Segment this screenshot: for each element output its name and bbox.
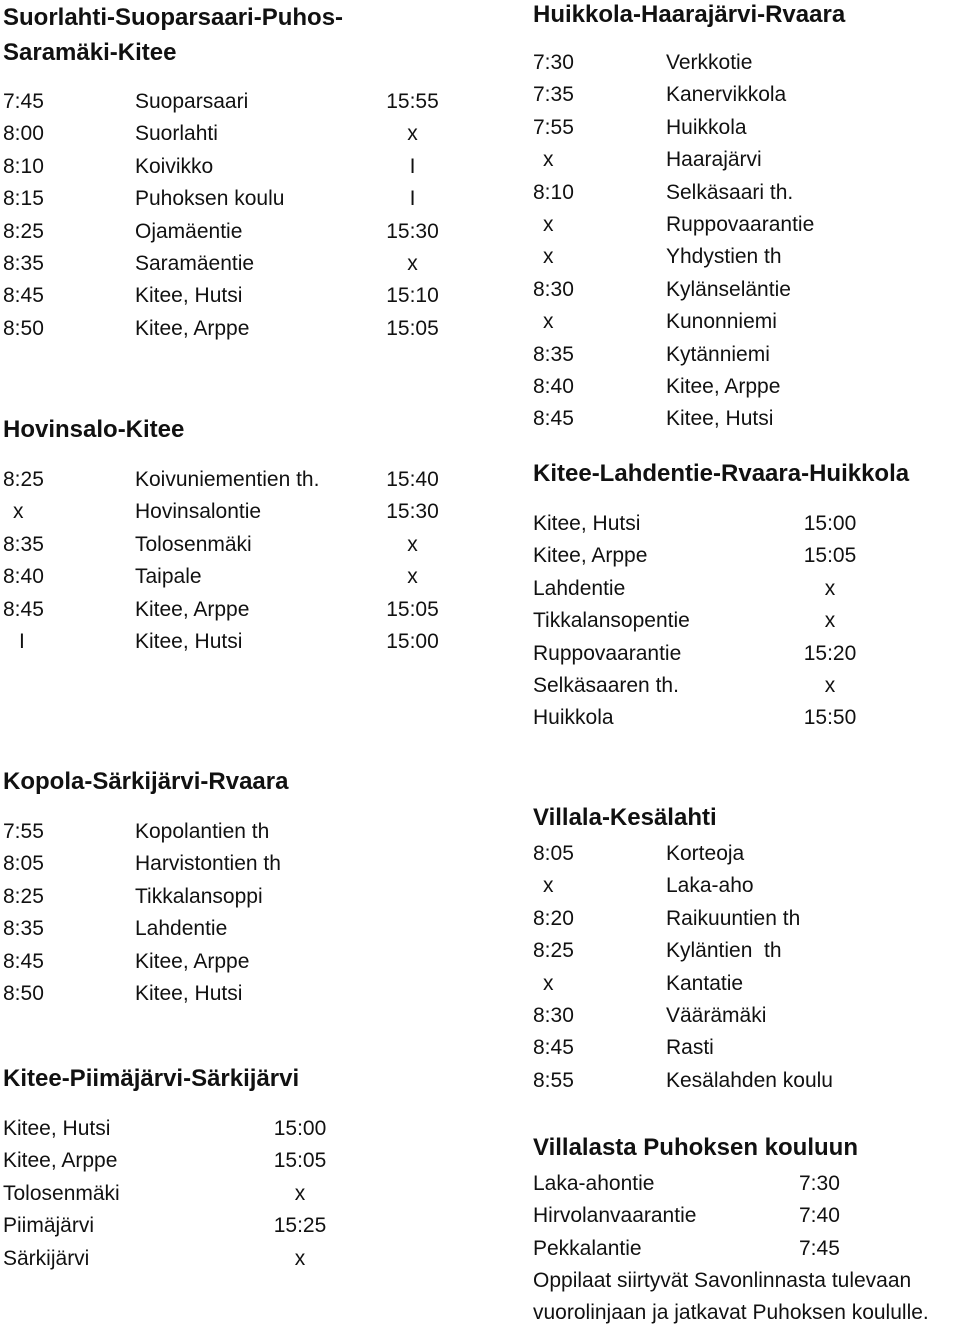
section-title: Kitee-Piimäjärvi-Särkijärvi — [3, 1065, 300, 1092]
table-row — [3, 1145, 335, 1177]
departure-time: 7:45 — [3, 90, 44, 113]
departure-time: 8:45 — [3, 949, 44, 973]
departure-time: x — [543, 971, 554, 995]
return-time: 15:00 — [803, 512, 857, 535]
stop-name: Tikkalansopentie — [533, 609, 690, 633]
section-hovinsalo — [3, 412, 460, 658]
section-title: Kopola-Särkijärvi-Rvaara — [3, 768, 289, 795]
stop-name: Kitee, Arppe — [666, 374, 781, 398]
stop-name: Kitee, Arppe — [135, 316, 250, 340]
stop-name: Suorlahti — [135, 122, 218, 146]
departure-time: 8:45 — [3, 597, 44, 621]
departure-time: 8:55 — [533, 1068, 574, 1092]
table-row — [533, 209, 926, 241]
return-time: 15:20 — [803, 641, 857, 665]
table-row — [533, 177, 926, 209]
stop-name: Saramäentie — [135, 251, 255, 275]
departure-time: x — [543, 148, 554, 172]
departure-time: 8:45 — [3, 284, 44, 308]
stop-name: Lahdentie — [533, 576, 626, 600]
table-row — [3, 86, 460, 118]
stop-name: Väärämäki — [666, 1003, 767, 1027]
section-kopola — [3, 764, 395, 1010]
stop-name: Kitee, Arppe — [135, 597, 250, 621]
stop-name: Särkijärvi — [3, 1246, 90, 1270]
table-row — [533, 306, 926, 338]
stop-name: Suoparsaari — [135, 90, 249, 113]
section-title: Kitee-Lahdentie-Rvaara-Huikkola — [533, 460, 910, 487]
table-row — [533, 573, 909, 605]
timetable-rows — [533, 47, 926, 436]
table-row — [3, 313, 460, 345]
table-row — [533, 838, 926, 870]
table-row — [3, 1178, 335, 1210]
departure-time: 8:30 — [533, 277, 574, 301]
stop-name: Tikkalansoppi — [135, 884, 263, 908]
table-row — [533, 1200, 929, 1232]
table-row — [533, 670, 909, 702]
section-piimajarvi — [3, 1061, 335, 1275]
section-title: Villalasta Puhoksen kouluun — [533, 1134, 858, 1161]
return-time: x — [407, 565, 418, 589]
departure-time: 8:10 — [3, 154, 44, 178]
stop-name: Hovinsalontie — [135, 500, 262, 524]
departure-time: 8:25 — [3, 219, 44, 243]
table-row — [3, 118, 460, 150]
table-row — [533, 144, 926, 176]
stop-name: Kylänseläntie — [666, 277, 791, 301]
stop-name: Haarajärvi — [666, 148, 762, 172]
stop-name: Selkäsaari th. — [666, 180, 794, 204]
table-row — [533, 508, 909, 540]
return-time: 15:10 — [386, 284, 439, 308]
stop-name: Pekkalantie — [533, 1236, 642, 1260]
stop-name: Ruppovaarantie — [533, 641, 682, 665]
table-row — [3, 183, 460, 215]
table-row — [533, 274, 926, 306]
stop-name: Kyläntien th — [666, 939, 782, 963]
stop-name: Kopolantien th — [135, 820, 270, 843]
table-row — [3, 496, 460, 528]
timetable-rows — [3, 86, 460, 345]
departure-time: 8:25 — [3, 884, 44, 908]
stop-name: Laka-aho — [666, 874, 754, 898]
departure-time: 8:35 — [533, 342, 574, 366]
return-time: x — [294, 1181, 306, 1205]
table-row — [3, 529, 460, 561]
section-villala — [533, 800, 926, 1097]
departure-time: 8:15 — [3, 187, 44, 211]
stop-name: Kanervikkola — [666, 83, 787, 107]
departure-time: 8:05 — [533, 842, 574, 865]
stop-name: Ruppovaarantie — [666, 212, 815, 236]
section-title: Huikkola-Haarajärvi-Rvaara — [533, 1, 846, 28]
table-row — [3, 1113, 335, 1145]
departure-time: x — [13, 500, 24, 524]
table-row — [3, 978, 395, 1010]
departure-time: 8:25 — [533, 939, 574, 963]
transfer-note: Oppilaat siirtyvät Savonlinnasta tulevaan — [533, 1269, 912, 1293]
departure-time: 7:55 — [533, 115, 574, 139]
section-title: Suorlahti-Suoparsaari-Puhos- — [3, 4, 344, 31]
departure-time: 8:35 — [3, 251, 44, 275]
departure-time: 8:35 — [3, 532, 44, 556]
return-time: x — [824, 576, 836, 600]
table-row — [3, 561, 460, 593]
table-row — [533, 870, 926, 902]
return-time: x — [407, 532, 418, 556]
departure-time: 8:40 — [3, 565, 44, 589]
departure-time: x — [543, 874, 554, 898]
departure-time: 8:10 — [533, 180, 574, 204]
table-row — [3, 626, 460, 658]
departure-time: x — [543, 310, 554, 334]
return-time: I — [409, 187, 416, 211]
section-huikkola — [533, 0, 926, 436]
departure-time: 7:45 — [799, 1236, 840, 1260]
table-row — [533, 1065, 926, 1097]
departure-time: I — [19, 629, 25, 653]
stop-name: Tolosenmäki — [135, 532, 252, 556]
stop-name: Huikkola — [533, 706, 614, 730]
departure-time: 8:00 — [3, 122, 44, 146]
timetable-rows — [533, 1168, 929, 1265]
table-row — [3, 248, 460, 280]
departure-time: 7:30 — [799, 1172, 840, 1195]
section-lahdentie — [533, 456, 909, 735]
stop-name: Kitee, Hutsi — [3, 1117, 111, 1140]
stop-name: Laka-ahontie — [533, 1172, 655, 1195]
departure-time: x — [543, 245, 554, 269]
departure-time: 7:55 — [3, 820, 44, 843]
timetable-rows — [3, 1113, 335, 1275]
stop-name: Yhdystien th — [666, 245, 782, 269]
table-row — [533, 638, 909, 670]
section-title: Villala-Kesälahti — [533, 804, 717, 831]
stop-name: Kitee, Hutsi — [135, 981, 243, 1005]
return-time: I — [409, 154, 416, 178]
return-time: 15:00 — [273, 1117, 327, 1140]
stop-name: Taipale — [135, 565, 202, 589]
return-time: x — [294, 1246, 306, 1270]
table-row — [3, 151, 460, 183]
return-time: 15:25 — [273, 1214, 327, 1238]
table-row — [533, 79, 926, 111]
stop-name: Kytänniemi — [666, 342, 770, 366]
return-time: 15:05 — [803, 544, 857, 568]
stop-name: Kitee, Hutsi — [135, 629, 243, 653]
stop-name: Kesälahden koulu — [666, 1068, 833, 1092]
stop-name: Kantatie — [666, 971, 744, 995]
table-row — [533, 605, 909, 637]
departure-time: 7:30 — [533, 51, 574, 74]
table-row — [533, 339, 926, 371]
stop-name: Rasti — [666, 1036, 714, 1060]
stop-name: Huikkola — [666, 115, 747, 139]
table-row — [533, 1168, 929, 1200]
section-puhos-school — [533, 1130, 929, 1329]
section-suorlahti — [3, 0, 460, 345]
timetable-rows — [3, 464, 460, 658]
stop-name: Ojamäentie — [135, 219, 243, 243]
table-row — [533, 47, 926, 79]
return-time: 15:05 — [386, 597, 439, 621]
stop-name: Kitee, Hutsi — [666, 407, 774, 431]
departure-time: 8:50 — [3, 316, 44, 340]
stop-name: Harvistontien th — [135, 852, 281, 876]
return-time: 15:30 — [386, 500, 439, 524]
table-row — [3, 946, 395, 978]
departure-time: x — [543, 212, 554, 236]
stop-name: Selkäsaaren th. — [533, 673, 679, 697]
transfer-note: vuorolinjaan ja jatkavat Puhoksen koululle. — [533, 1301, 929, 1325]
stop-name: Lahdentie — [135, 917, 228, 941]
departure-time: 8:30 — [533, 1003, 574, 1027]
timetable-rows — [533, 508, 909, 735]
return-time: x — [407, 251, 418, 275]
return-time: 15:05 — [386, 316, 439, 340]
return-time: x — [407, 122, 418, 146]
table-row — [533, 935, 926, 967]
table-row — [3, 816, 395, 848]
stop-name: Koivuniementien th. — [135, 468, 320, 491]
departure-time: 7:40 — [799, 1204, 840, 1228]
departure-time: 8:05 — [3, 852, 44, 876]
table-row — [533, 540, 909, 572]
table-row — [533, 1032, 926, 1064]
table-row — [3, 464, 460, 496]
stop-name: Kitee, Hutsi — [135, 284, 243, 308]
stop-name: Kunonniemi — [666, 310, 777, 334]
table-row — [3, 280, 460, 312]
stop-name: Kitee, Arppe — [533, 544, 648, 568]
stop-name: Raikuuntien th — [666, 906, 801, 930]
stop-name: Puhoksen koulu — [135, 187, 285, 211]
section-title: Hovinsalo-Kitee — [3, 416, 185, 443]
table-row — [3, 1210, 335, 1242]
return-time: x — [824, 609, 836, 633]
stop-name: Koivikko — [135, 154, 214, 178]
table-row — [533, 241, 926, 273]
table-row — [533, 371, 926, 403]
table-row — [3, 594, 460, 626]
table-row — [3, 881, 395, 913]
timetable-rows — [533, 838, 926, 1097]
table-row — [533, 702, 909, 734]
stop-name: Korteoja — [666, 842, 745, 865]
table-row — [3, 216, 460, 248]
table-row — [3, 913, 395, 945]
return-time: 15:50 — [803, 706, 857, 730]
table-row — [3, 848, 395, 880]
departure-time: 8:40 — [533, 374, 574, 398]
departure-time: 8:50 — [3, 981, 44, 1005]
departure-time: 8:25 — [3, 468, 44, 491]
stop-name: Piimäjärvi — [3, 1214, 95, 1238]
stop-name: Kitee, Arppe — [3, 1149, 118, 1173]
departure-time: 7:35 — [533, 83, 574, 107]
table-row — [3, 1243, 335, 1275]
return-time: 15:05 — [273, 1149, 327, 1173]
return-time: 15:55 — [386, 90, 439, 113]
table-row — [533, 1233, 929, 1265]
departure-time: 8:45 — [533, 1036, 574, 1060]
stop-name: Kitee, Hutsi — [533, 512, 641, 535]
table-row — [533, 403, 926, 435]
return-time: 15:40 — [386, 468, 439, 491]
departure-time: 8:20 — [533, 906, 574, 930]
stop-name: Kitee, Arppe — [135, 949, 250, 973]
return-time: 15:30 — [386, 219, 439, 243]
section-title: Saramäki-Kitee — [3, 39, 177, 66]
table-row — [533, 1000, 926, 1032]
departure-time: 8:35 — [3, 917, 44, 941]
return-time: x — [824, 673, 836, 697]
table-row — [533, 903, 926, 935]
departure-time: 8:45 — [533, 407, 574, 431]
stop-name: Hirvolanvaarantie — [533, 1204, 697, 1228]
return-time: 15:00 — [386, 629, 439, 653]
table-row — [533, 112, 926, 144]
stop-name: Tolosenmäki — [3, 1181, 120, 1205]
timetable-rows — [3, 816, 395, 1010]
stop-name: Verkkotie — [666, 51, 753, 74]
table-row — [533, 968, 926, 1000]
